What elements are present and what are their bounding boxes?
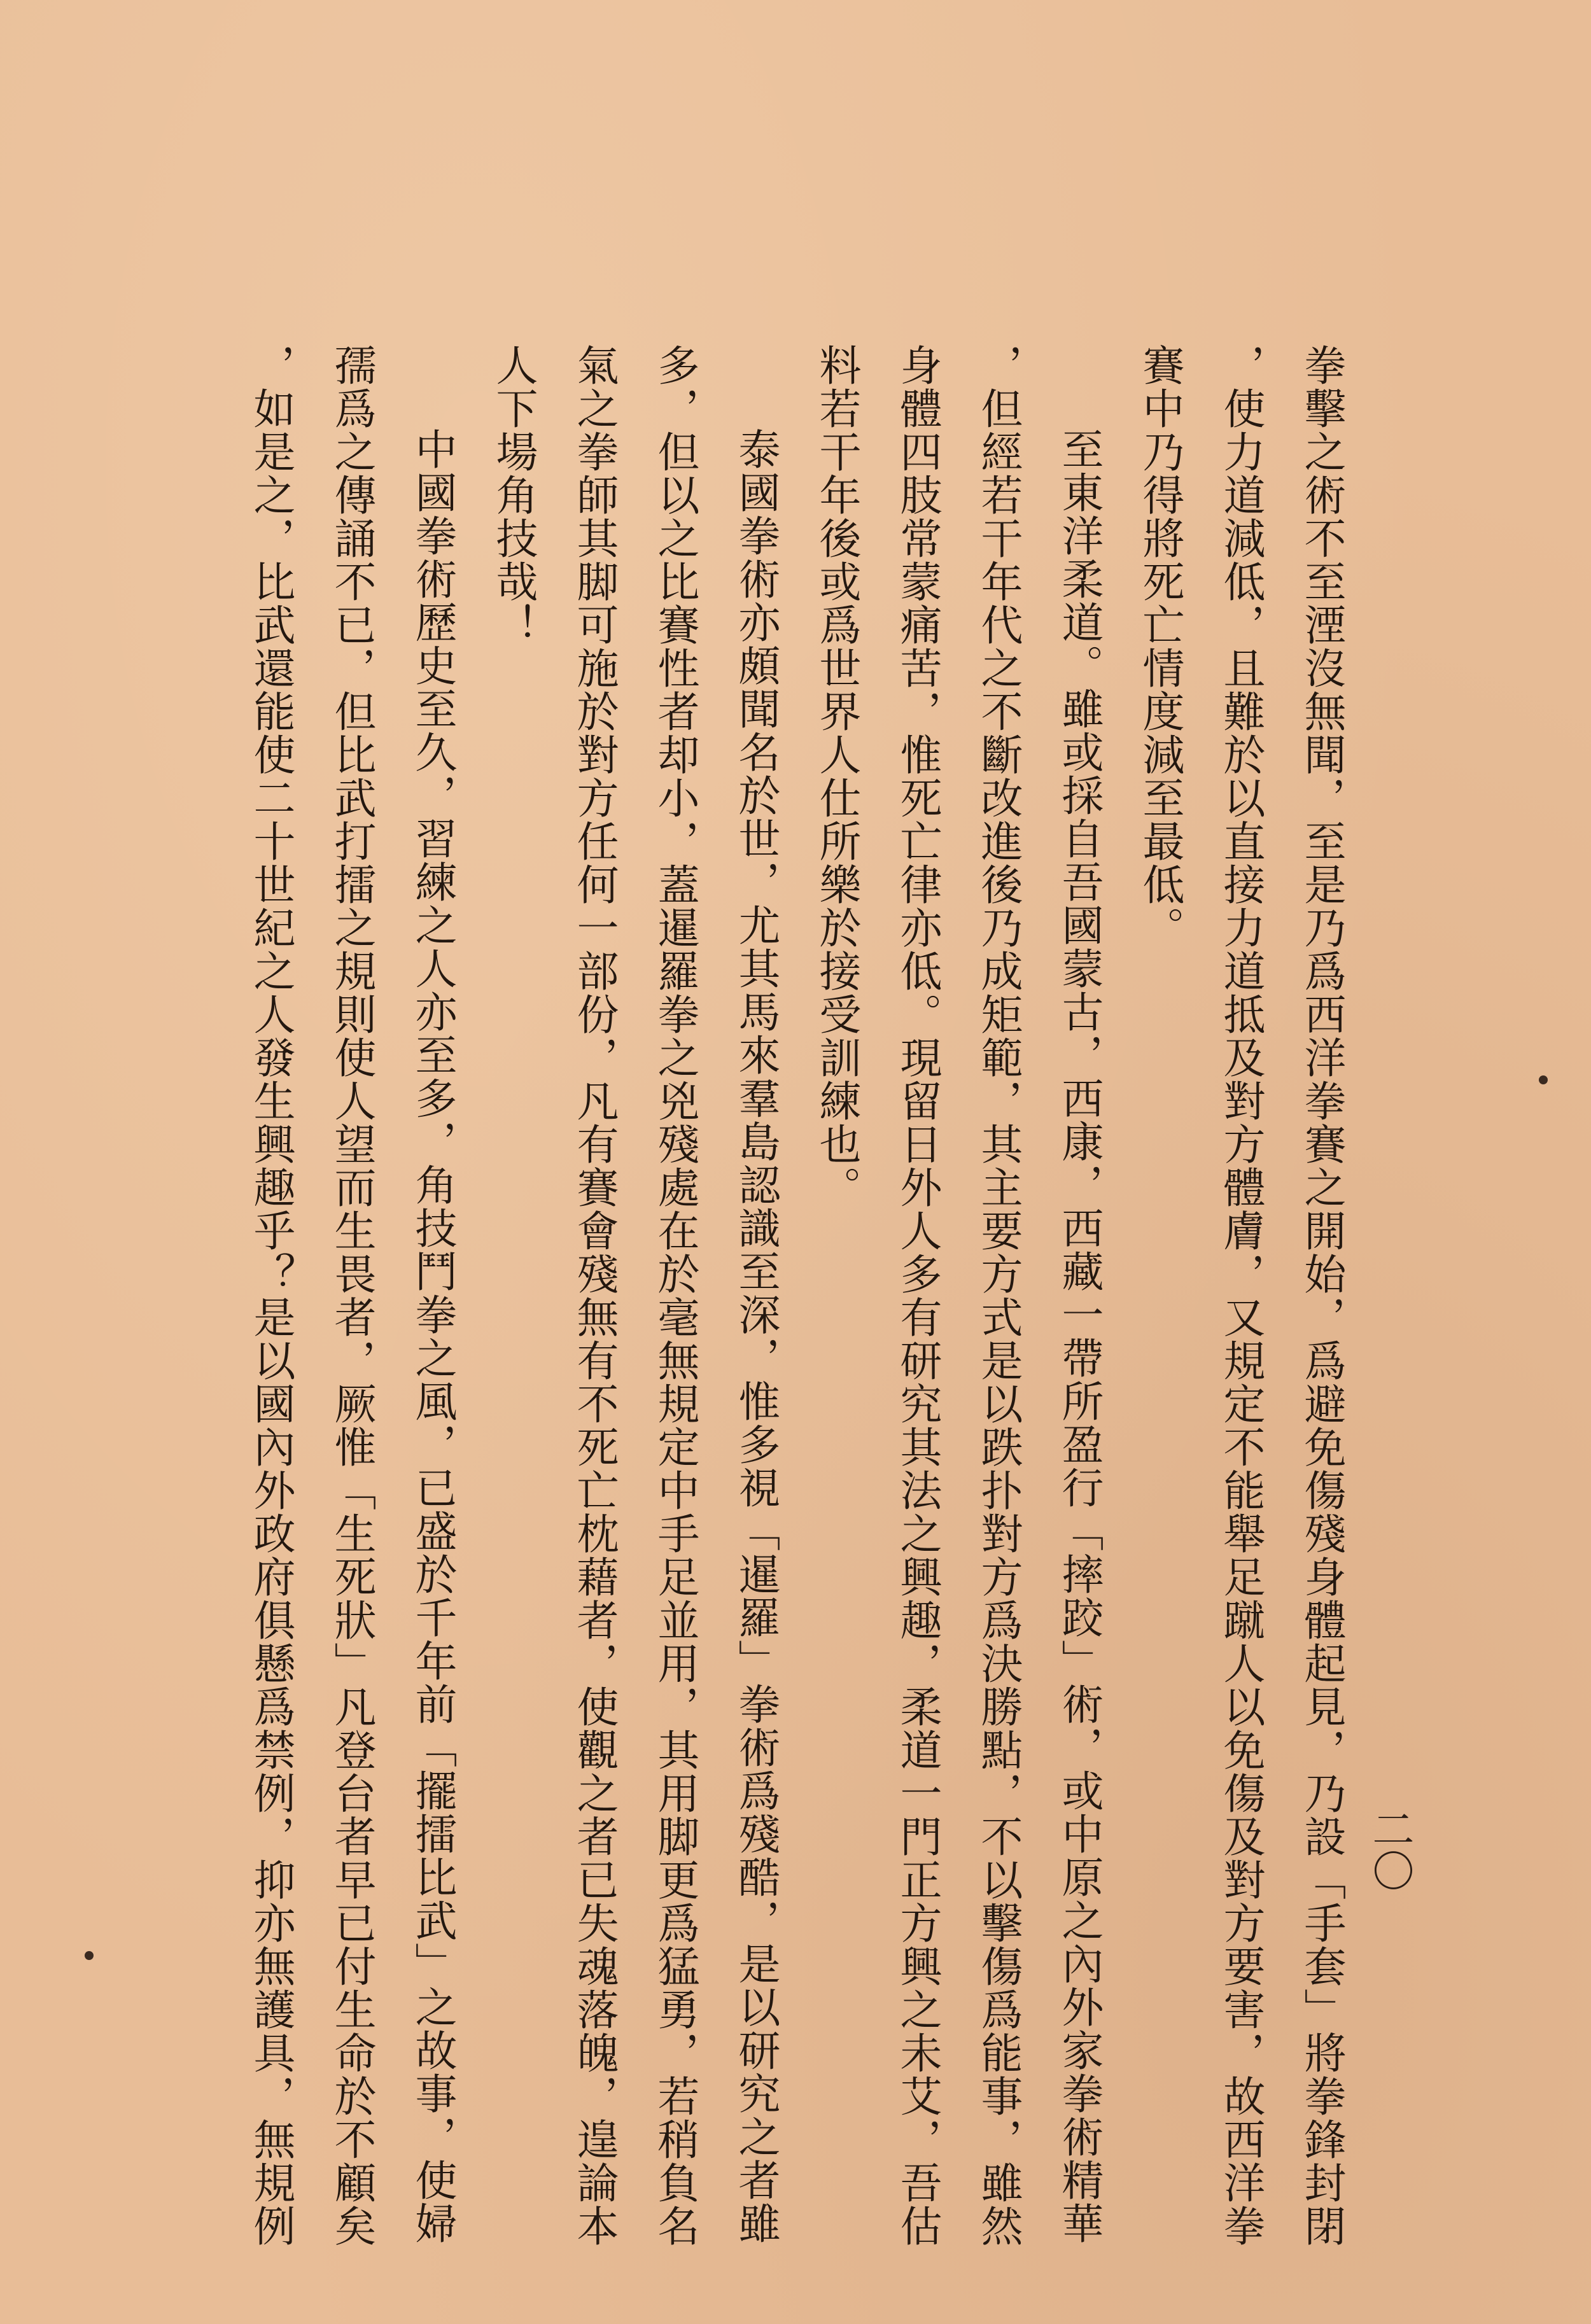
page-number: 二〇 <box>1365 1807 1414 1891</box>
paper-speck <box>1539 1075 1548 1084</box>
text-column: 中國拳術歷史至久，習練之人亦至多，角技鬥拳之風，已盛於千年前「擺擂比武」之故事，使婦 <box>408 428 457 2245</box>
text-column: 賽中乃得將死亡情度減至最低。 <box>1135 344 1184 949</box>
text-column: 人下場角技哉！ <box>489 344 538 647</box>
text-column: ，但經若干年代之不斷改進後乃成矩範，其主要方式是以跌扑對方爲決勝點，不以擊傷爲能事，雖然 <box>974 344 1023 2248</box>
text-column: 身體四肢常蒙痛苦，惟死亡律亦低。現留日外人多有研究其法之興趣，柔道一門正方興之未艾，吾估 <box>893 344 942 2248</box>
text-column: 料若干年後或爲世界人仕所樂於接受訓練也。 <box>812 344 861 1209</box>
text-column: 多，但以之比賽性者却小，蓋暹羅拳之兇殘處在於毫無規定中手足並用，其用脚更爲猛勇，若稍負名 <box>650 344 699 2248</box>
text-column: 氣之拳師其脚可施於對方任何一部份，凡有賽會殘無有不死亡枕藉者，使觀之者已失魂落魄，遑論本 <box>570 344 619 2248</box>
text-column: 孺爲之傳誦不已，但比武打擂之規則使人望而生畏者，厥惟「生死狀」凡登台者早已付生命於不顧矣 <box>327 344 376 2248</box>
text-column: 至東洋柔道。雖或採自吾國蒙古，西康，西藏一帶所盈行「摔跤」術，或中原之內外家拳術精華 <box>1055 428 1104 2245</box>
text-column: 拳擊之術不至湮沒無聞，至是乃爲西洋拳賽之開始，爲避免傷殘身體起見，乃設「手套」將拳鋒封閉 <box>1297 344 1346 2248</box>
paper-speck <box>85 1951 94 1960</box>
text-column: ，如是之，比武還能使二十世紀之人發生興趣乎？是以國內外政府俱懸爲禁例，抑亦無護具，無規例 <box>246 344 295 2248</box>
body-text <box>242 344 1362 2248</box>
text-column: ，使力道減低，且難於以直接力道抵及對方體膚，又規定不能舉足蹴人以免傷及對方要害，故西洋拳 <box>1216 344 1265 2248</box>
text-column: 泰國拳術亦頗聞名於世，尤其馬來羣島認識至深，惟多視「暹羅」拳術爲殘酷，是以研究之者雖 <box>731 428 780 2245</box>
